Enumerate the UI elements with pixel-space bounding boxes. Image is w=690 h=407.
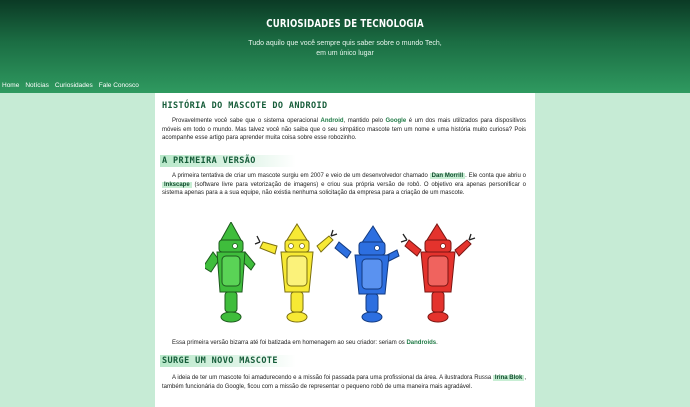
section1-paragraph: A primeira tentativa de criar um mascote surgiu em 2007 e veio de um desenvolvedor chamado Dan Morrill . Ele conta que abriu o Inkscape (software livre para vetorização de imagens) e criou sua própria versão de robô. O objetivo era apenas personificar o sistema apenas para a a sua equipe, não existia nenhuma solicitação da empresa para a criação de um mascote. <box>162 173 526 197</box>
article <box>155 93 535 407</box>
keyword-google: Google <box>385 118 407 124</box>
highlight-dan-morrill: Dan Morrill <box>431 173 464 179</box>
highlight-irina-blok: Irina Blok <box>494 375 523 381</box>
section-heading-new-mascot: SURGE UM NOVO MASCOTE <box>160 355 296 367</box>
section-heading-first-version: A PRIMEIRA VERSÃO <box>160 155 296 167</box>
red-robot-figure <box>401 224 475 322</box>
site-tagline <box>0 39 690 59</box>
green-robot-figure <box>205 222 255 322</box>
blue-robot-figure <box>335 226 399 322</box>
image-caption: Essa primeira versão bizarra até foi batizada em homenagem ao seu criador: seriam os Dandroids. <box>172 340 438 346</box>
keyword-dandroids: Dandroids <box>406 340 437 346</box>
section2-paragraph: A ideia de ter um mascote foi amadurecendo e a missão foi passada para uma profissional da área. A ilustradora Russa Irina Blok , também funcionária do Google, ficou com a missão de representar o pequeno robô de uma maneira mais agradável. <box>162 375 526 390</box>
yellow-robot-figure <box>255 224 337 322</box>
nav-contact-link[interactable]: Fale Conosco <box>98 82 139 89</box>
highlight-inkscape: Inkscape <box>164 181 190 188</box>
intro-paragraph: Provavelmente você sabe que o sistema operacional Android, mantido pelo Google é um dos mais utilizados para dispositivos móveis em todo o mundo. Mas talvez você não saiba que o seu simpático mascote tem um nome e uma história muito curiosa? Pois acompanhe esse artigo para aprender muita coisa sobre esse robozinho. <box>162 118 527 142</box>
site-header <box>0 0 690 93</box>
article-title: HISTÓRIA DO MASCOTE DO ANDROID <box>162 101 328 111</box>
site-title: CURIOSIDADES DE TECNOLOGIA <box>266 17 424 30</box>
nav-news-link[interactable]: Notícias <box>25 82 49 89</box>
main-nav <box>2 82 139 89</box>
nav-home-link[interactable]: Home <box>2 82 20 89</box>
tagline-line-2: em um único lugar <box>316 50 374 57</box>
dandroids-image <box>205 222 485 326</box>
tagline-line-1: Tudo aquilo que você sempre quis saber sobre o mundo Tech, <box>248 40 442 47</box>
nav-curiosities-link[interactable]: Curiosidades <box>54 82 93 89</box>
keyword-android: Android <box>320 118 344 124</box>
